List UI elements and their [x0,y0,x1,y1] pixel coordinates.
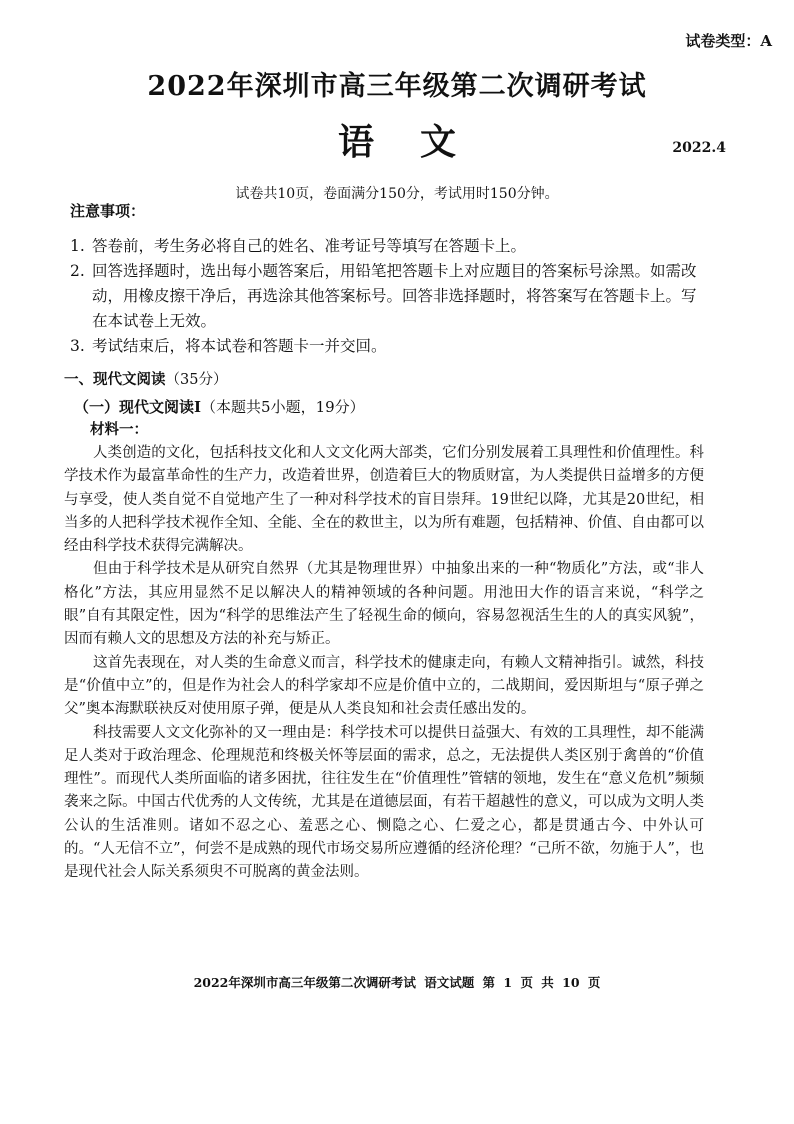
notes-item-number: 2. [70,262,85,280]
paper-type-label: 试卷类型：A [685,32,772,50]
exam-date: 2022.4 [672,140,726,156]
passage-paragraph: 但由于科学技术是从研究自然界（尤其是物理世界）中抽象出来的一种“物质化”方法，或“非人格化”方法，其应用显然不足以解决人的精神领域的各种问题。用池田大作的语言来说，“科学之眼”自有其限定性，因为“科学的思维法产生了轻视生命的倾向，容易忽视活生生的人的真实风貌”，因而有赖人文的思想及方法的补充与矫正。 [64,561,704,648]
subsection-note: （本题共5小题，19分） [201,398,365,416]
section-score: （35分） [165,372,228,388]
section-title: 一、现代文阅读 [64,371,166,388]
notes-heading: 注意事项： [70,202,146,220]
subsection-heading [74,396,365,417]
exam-title: 2022年深圳市高三年级第二次调研考试 [147,71,647,102]
section-heading [64,368,227,389]
notes-item [70,334,706,359]
notes-list [70,234,706,359]
material-label: 材料一： [90,421,148,438]
reading-passage [64,442,704,885]
passage-paragraph: 人类创造的文化，包括科技文化和人文文化两大部类，它们分别发展着工具理性和价值理性。科学技术作为最富革命性的生产力，改造着世界，创造着巨大的物质财富，为人类提供日益增多的方便与享受，使人类自觉不自觉地产生了一种对科学技术的盲目崇拜。19世纪以降，尤其是20世纪，相当多的人把科学技术视作全知、全能、全在的救世主，以为所有难题，包括精神、价值、自由都可以经由科学技术获得完满解决。 [64,445,704,555]
subsection-title: （一）现代文阅读Ⅰ [74,398,202,416]
page-footer: 2022年深圳市高三年级第二次调研考试 语文试题 第 1 页 共 10 页 [193,975,601,990]
notes-item-text: 答卷前，考生务必将自己的姓名、准考证号等填写在答题卡上。 [92,237,527,255]
notes-item-number: 3. [70,337,85,355]
notes-item-text: 考试结束后，将本试卷和答题卡一并交回。 [92,337,387,355]
exam-info: 试卷共10页，卷面满分150分，考试用时150分钟。 [235,186,559,202]
notes-item-number: 1. [70,237,85,255]
subject-title: 语文 [337,121,502,163]
notes-item-text: 回答选择题时，选出每小题答案后，用铅笔把答题卡上对应题目的答案标号涂黑。如需改动，用橡皮擦干净后，再选涂其他答案标号。回答非选择题时，将答案写在答题卡上。写在本试卷上无效。 [92,262,697,330]
passage-paragraph: 这首先表现在，对人类的生命意义而言，科学技术的健康走向，有赖人文精神指引。诚然，科技是“价值中立”的，但是作为社会人的科学家却不应是价值中立的，二战期间，爱因斯坦与“原子弹之父”奥本海默联袂反对使用原子弹，便是从人类良知和社会责任感出发的。 [64,654,704,718]
notes-item [70,259,706,334]
passage-paragraph: 科技需要人文文化弥补的又一理由是：科学技术可以提供日益强大、有效的工具理性，却不能满足人类对于政治理念、伦理规范和终极关怀等层面的需求，总之，无法提供人类区别于禽兽的“价值理性”。而现代人类所面临的诸多困扰，往往发生在“价值理性”管辖的领地，发生在“意义危机”频频袭来之际。中国古代优秀的人文传统，尤其是在道德层面，有若干超越性的意义，可以成为文明人类公认的生活准则。诸如不忍之心、羞恶之心、恻隐之心、仁爱之心，都是贯通古今、中外认可的。“人无信不立”，何尝不是成熟的现代市场交易所应遵循的经济伦理？“己所不欲，勿施于人”，也是现代社会人际关系须臾不可脱离的黄金法则。 [64,724,704,881]
notes-item [70,234,706,259]
